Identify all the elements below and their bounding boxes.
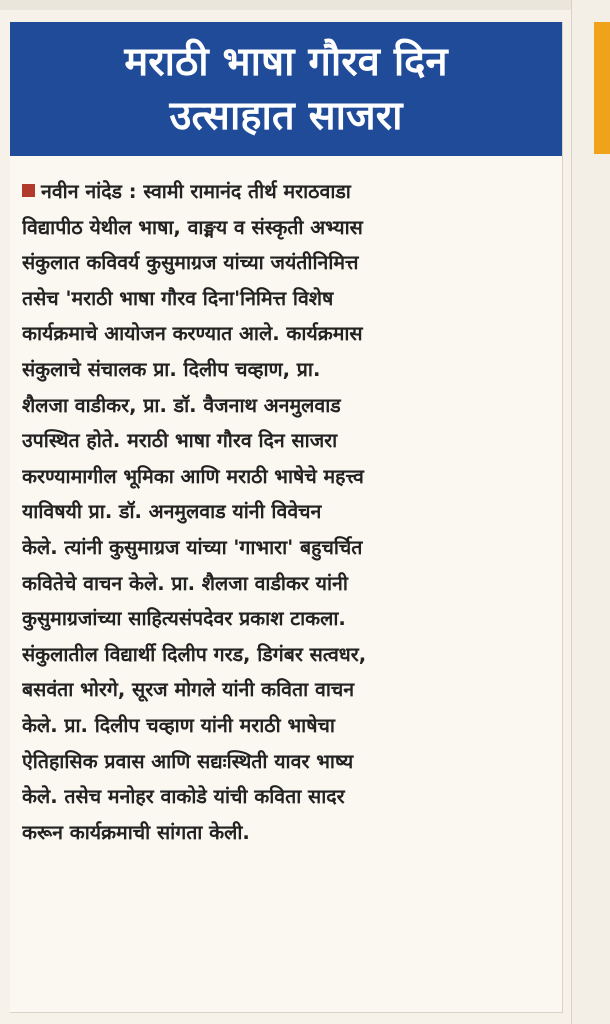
body-line: ऐतिहासिक प्रवास आणि सद्यःस्थिती यावर भाष्य — [22, 749, 354, 773]
body-line: कार्यक्रमाचे आयोजन करण्यात आले. कार्यक्रमास — [22, 322, 363, 346]
headline-line-1: मराठी भाषा गौरव दिन — [124, 39, 448, 85]
bullet-square-icon — [22, 184, 35, 197]
headline-line-2: उत्साहात साजरा — [169, 93, 403, 139]
article-body — [22, 174, 556, 850]
orange-accent-bar — [594, 22, 610, 154]
headline-banner — [10, 22, 562, 156]
body-line: कवितेचे वाचन केले. प्रा. शैलजा वाडीकर यांनी — [22, 571, 348, 595]
body-line: उपस्थित होते. मराठी भाषा गौरव दिन साजरा — [22, 429, 338, 453]
body-line: संकुलाचे संचालक प्रा. दिलीप चव्हाण, प्रा. — [22, 357, 321, 381]
body-line: तसेच 'मराठी भाषा गौरव दिना'निमित्त विशेष — [22, 286, 334, 310]
body-line: याविषयी प्रा. डॉ. अनमुलवाड यांनी विवेचन — [22, 500, 322, 524]
top-margin-strip — [0, 0, 610, 10]
body-line: केले. तसेच मनोहर वाकोडे यांची कविता सादर — [22, 785, 345, 809]
body-line: विद्यापीठ येथील भाषा, वाङ्मय व संस्कृती अभ्यास — [22, 215, 363, 239]
body-line: करण्यामागील भूमिका आणि मराठी भाषेचे महत्त्व — [22, 464, 364, 488]
body-line: संकुलातील विद्यार्थी दिलीप गरड, डिगंबर सत्वधर, — [22, 642, 367, 666]
body-line: करून कार्यक्रमाची सांगता केली. — [22, 820, 250, 844]
body-line: बसवंता भोरगे, सूरज मोगले यांनी कविता वाचन — [22, 678, 355, 702]
body-line: कुसुमाग्रजांच्या साहित्यसंपदेवर प्रकाश टाकला. — [22, 607, 346, 631]
body-line: केले. प्रा. दिलीप चव्हाण यांनी मराठी भाषेचा — [22, 713, 335, 737]
body-line-text: नवीन नांदेड : स्वामी रामानंद तीर्थ मराठवाडा — [41, 180, 351, 203]
article — [10, 22, 563, 1013]
body-line: संकुलात कविवर्य कुसुमाग्रज यांच्या जयंतीनिमित्त — [22, 251, 359, 275]
body-line: केले. त्यांनी कुसुमाग्रज यांच्या 'गाभारा' बहुचर्चित — [22, 535, 363, 559]
body-line — [22, 174, 556, 210]
body-line: शैलजा वाडीकर, प्रा. डॉ. वैजनाथ अनमुलवाड — [22, 393, 341, 417]
